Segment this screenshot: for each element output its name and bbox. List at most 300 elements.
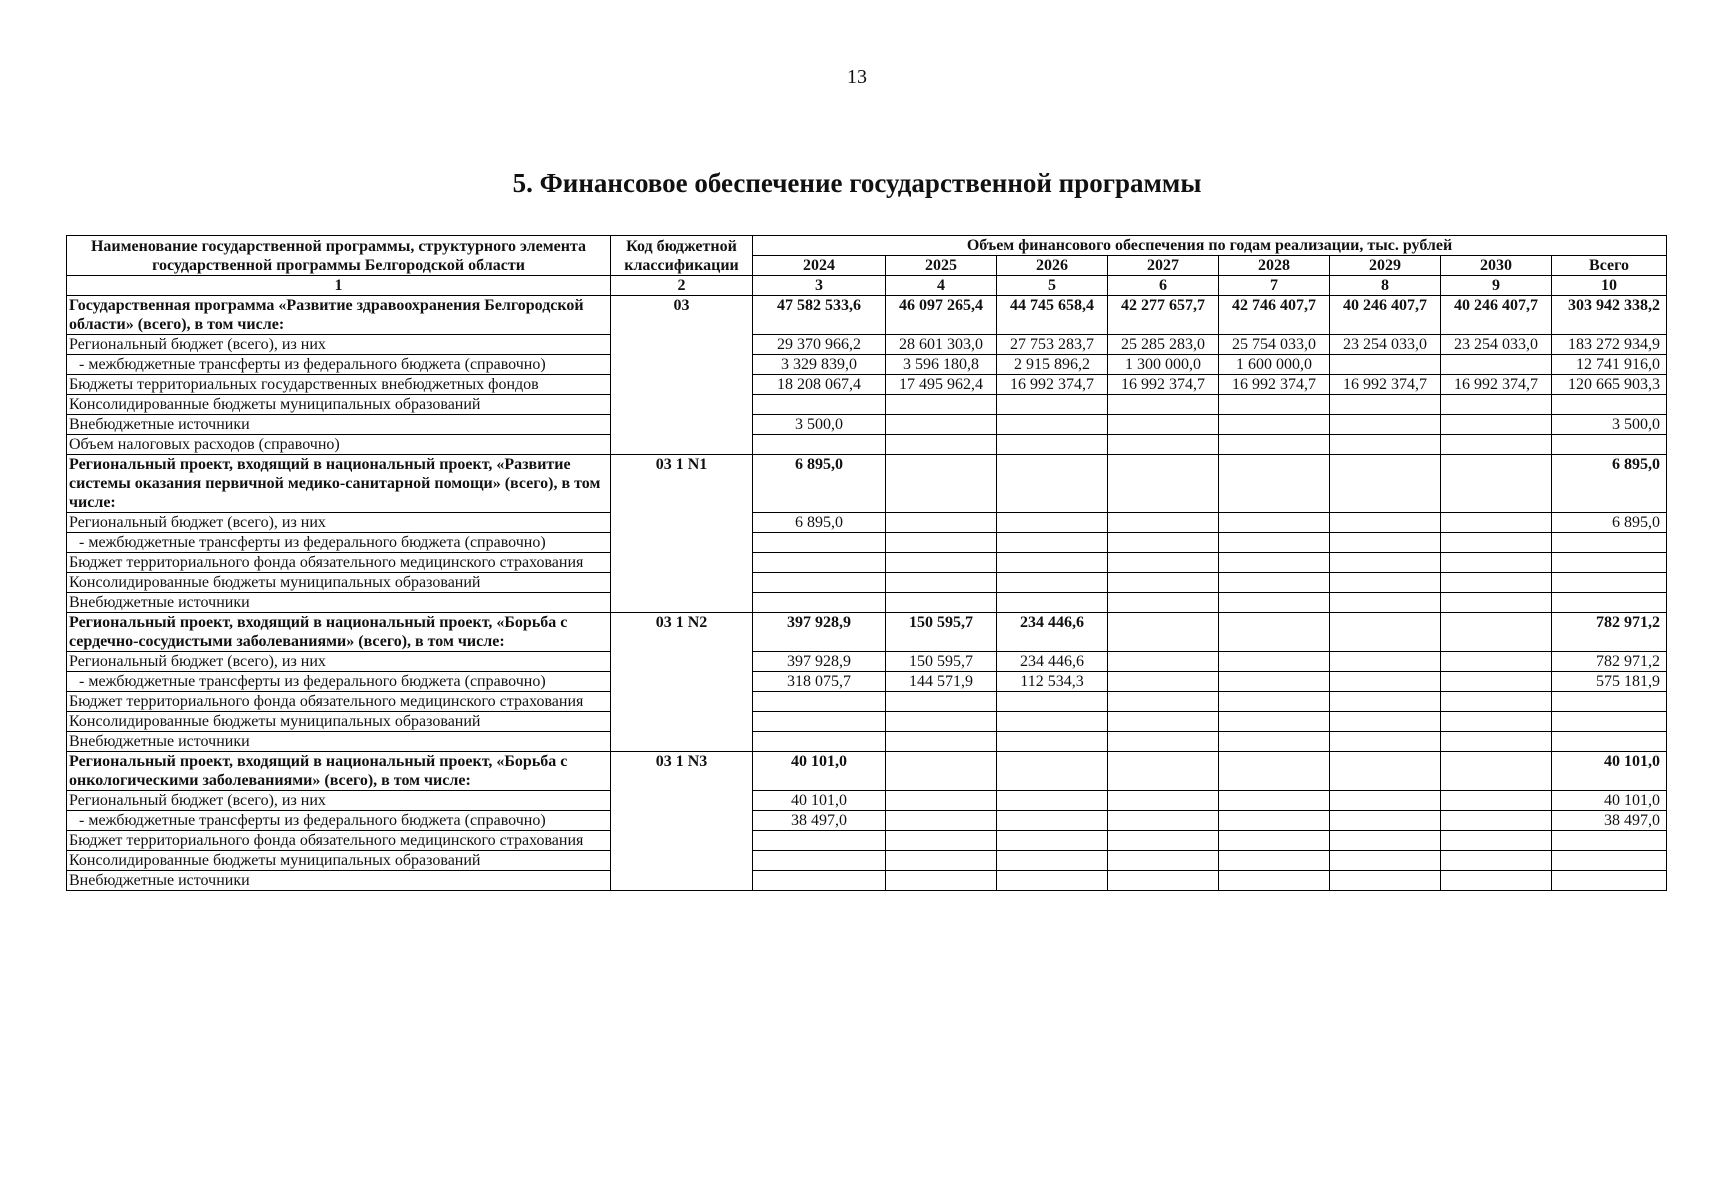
table-body bbox=[67, 296, 1667, 891]
value-cell bbox=[1330, 513, 1441, 533]
value-cell: 112 534,3 bbox=[997, 672, 1108, 692]
total-cell: 12 741 916,0 bbox=[1552, 355, 1667, 375]
total-cell bbox=[1552, 831, 1667, 851]
value-cell bbox=[1219, 752, 1330, 791]
value-cell: 23 254 033,0 bbox=[1330, 335, 1441, 355]
value-cell: 3 329 839,0 bbox=[753, 355, 886, 375]
value-cell: 40 246 407,7 bbox=[1330, 296, 1441, 335]
total-cell bbox=[1552, 871, 1667, 891]
value-cell bbox=[1441, 851, 1552, 871]
row-name: Региональный бюджет (всего), из них bbox=[69, 792, 326, 809]
value-cell bbox=[1330, 851, 1441, 871]
value-cell bbox=[886, 871, 997, 891]
value-cell bbox=[1441, 355, 1552, 375]
value-cell: 6 895,0 bbox=[753, 513, 886, 533]
value-cell: 46 097 265,4 bbox=[886, 296, 997, 335]
table-row bbox=[67, 692, 1667, 712]
value-cell bbox=[997, 871, 1108, 891]
row-name-cell bbox=[67, 375, 611, 395]
budget-code: 03 1 N1 bbox=[611, 455, 753, 613]
row-name: Региональный проект, входящий в национальный проект, «Борьба с онкологическими заболеваниями» (всего), в том числе: bbox=[69, 753, 568, 789]
value-cell bbox=[1441, 513, 1552, 533]
value-cell: 42 277 657,7 bbox=[1108, 296, 1219, 335]
row-name-cell bbox=[67, 415, 611, 435]
value-cell bbox=[997, 831, 1108, 851]
value-cell bbox=[1330, 355, 1441, 375]
column-number: 3 bbox=[753, 276, 886, 296]
value-cell bbox=[753, 692, 886, 712]
total-cell bbox=[1552, 533, 1667, 553]
column-number: 4 bbox=[886, 276, 997, 296]
value-cell: 3 596 180,8 bbox=[886, 355, 997, 375]
value-cell: 18 208 067,4 bbox=[753, 375, 886, 395]
value-cell bbox=[886, 851, 997, 871]
value-cell: 17 495 962,4 bbox=[886, 375, 997, 395]
row-name: - межбюджетные трансферты из федерального бюджета (справочно) bbox=[79, 673, 546, 690]
budget-code: 03 1 N2 bbox=[611, 613, 753, 752]
value-cell bbox=[1330, 533, 1441, 553]
value-cell bbox=[1330, 791, 1441, 811]
value-cell bbox=[886, 732, 997, 752]
value-cell bbox=[753, 732, 886, 752]
value-cell bbox=[886, 791, 997, 811]
value-cell: 23 254 033,0 bbox=[1441, 335, 1552, 355]
row-name: Внебюджетные источники bbox=[69, 733, 250, 750]
table-row bbox=[67, 831, 1667, 851]
column-number: 8 bbox=[1330, 276, 1441, 296]
value-cell bbox=[1108, 513, 1219, 533]
row-name: - межбюджетные трансферты из федерального бюджета (справочно) bbox=[79, 356, 546, 373]
value-cell bbox=[997, 573, 1108, 593]
value-cell bbox=[886, 435, 997, 455]
value-cell bbox=[753, 851, 886, 871]
column-number: 1 bbox=[67, 276, 611, 296]
value-cell: 1 300 000,0 bbox=[1108, 355, 1219, 375]
value-cell bbox=[1108, 573, 1219, 593]
value-cell bbox=[1441, 811, 1552, 831]
value-cell bbox=[1108, 831, 1219, 851]
value-cell bbox=[1219, 732, 1330, 752]
value-cell: 150 595,7 bbox=[886, 613, 997, 652]
value-cell bbox=[1441, 831, 1552, 851]
value-cell bbox=[997, 455, 1108, 513]
value-cell bbox=[1330, 811, 1441, 831]
total-cell: 183 272 934,9 bbox=[1552, 335, 1667, 355]
section-title-cell bbox=[67, 752, 611, 791]
value-cell: 40 101,0 bbox=[753, 791, 886, 811]
row-name-cell bbox=[67, 533, 611, 553]
value-cell bbox=[997, 752, 1108, 791]
value-cell bbox=[886, 415, 997, 435]
value-cell bbox=[753, 712, 886, 732]
value-cell bbox=[1219, 652, 1330, 672]
row-name: Внебюджетные источники bbox=[69, 416, 250, 433]
value-cell: 2 915 896,2 bbox=[997, 355, 1108, 375]
value-cell bbox=[1219, 672, 1330, 692]
value-cell: 16 992 374,7 bbox=[1330, 375, 1441, 395]
value-cell: 318 075,7 bbox=[753, 672, 886, 692]
value-cell bbox=[1330, 652, 1441, 672]
value-cell: 16 992 374,7 bbox=[1108, 375, 1219, 395]
total-cell bbox=[1552, 593, 1667, 613]
value-cell bbox=[1441, 395, 1552, 415]
value-cell bbox=[886, 513, 997, 533]
value-cell bbox=[1108, 851, 1219, 871]
column-number: 2 bbox=[611, 276, 753, 296]
value-cell bbox=[1330, 435, 1441, 455]
value-cell bbox=[997, 851, 1108, 871]
row-name: Консолидированные бюджеты муниципальных образований bbox=[69, 574, 481, 591]
value-cell bbox=[753, 831, 886, 851]
total-cell bbox=[1552, 395, 1667, 415]
value-cell bbox=[1108, 811, 1219, 831]
value-cell bbox=[1108, 791, 1219, 811]
value-cell bbox=[1330, 613, 1441, 652]
row-name-cell bbox=[67, 732, 611, 752]
value-cell bbox=[1219, 871, 1330, 891]
row-name: Консолидированные бюджеты муниципальных образований bbox=[69, 713, 481, 730]
value-cell bbox=[886, 831, 997, 851]
value-cell: 16 992 374,7 bbox=[1219, 375, 1330, 395]
total-cell bbox=[1552, 712, 1667, 732]
row-name-cell bbox=[67, 831, 611, 851]
value-cell bbox=[886, 573, 997, 593]
value-cell bbox=[1108, 732, 1219, 752]
value-cell bbox=[1108, 415, 1219, 435]
value-cell bbox=[1441, 652, 1552, 672]
total-cell: 38 497,0 bbox=[1552, 811, 1667, 831]
column-number: 10 bbox=[1552, 276, 1667, 296]
row-name: Внебюджетные источники bbox=[69, 594, 250, 611]
row-name-cell bbox=[67, 652, 611, 672]
total-cell bbox=[1552, 435, 1667, 455]
value-cell bbox=[1219, 533, 1330, 553]
value-cell bbox=[1219, 593, 1330, 613]
table-row bbox=[67, 851, 1667, 871]
value-cell bbox=[1441, 613, 1552, 652]
row-name-cell bbox=[67, 573, 611, 593]
table-row bbox=[67, 375, 1667, 395]
table-row bbox=[67, 752, 1667, 791]
table-row bbox=[67, 652, 1667, 672]
header-volume: Объем финансового обеспечения по годам реализации, тыс. рублей bbox=[753, 236, 1667, 256]
column-number: 6 bbox=[1108, 276, 1219, 296]
value-cell bbox=[1219, 395, 1330, 415]
table-row bbox=[67, 533, 1667, 553]
row-name-cell bbox=[67, 871, 611, 891]
value-cell bbox=[997, 533, 1108, 553]
row-name-cell bbox=[67, 593, 611, 613]
value-cell bbox=[1219, 851, 1330, 871]
row-name: Консолидированные бюджеты муниципальных образований bbox=[69, 852, 481, 869]
value-cell bbox=[1108, 652, 1219, 672]
value-cell bbox=[1330, 415, 1441, 435]
value-cell: 234 446,6 bbox=[997, 652, 1108, 672]
value-cell bbox=[1108, 593, 1219, 613]
value-cell bbox=[1441, 791, 1552, 811]
row-name-cell bbox=[67, 513, 611, 533]
row-name-cell bbox=[67, 553, 611, 573]
header-name: Наименование государственной программы, структурного элемента государственной программы Белгородской области bbox=[67, 236, 611, 276]
total-cell bbox=[1552, 851, 1667, 871]
value-cell bbox=[886, 712, 997, 732]
table-row bbox=[67, 791, 1667, 811]
value-cell bbox=[997, 811, 1108, 831]
value-cell bbox=[1441, 573, 1552, 593]
section-title-cell bbox=[67, 455, 611, 513]
column-number: 9 bbox=[1441, 276, 1552, 296]
value-cell bbox=[1219, 415, 1330, 435]
row-name: Бюджет территориального фонда обязательного медицинского страхования bbox=[69, 832, 584, 849]
value-cell bbox=[886, 593, 997, 613]
value-cell bbox=[997, 791, 1108, 811]
table-row bbox=[67, 455, 1667, 513]
table-row bbox=[67, 435, 1667, 455]
value-cell: 27 753 283,7 bbox=[997, 335, 1108, 355]
value-cell bbox=[1441, 692, 1552, 712]
row-name: - межбюджетные трансферты из федерального бюджета (справочно) bbox=[79, 812, 546, 829]
row-name: Региональный проект, входящий в национальный проект, «Борьба с сердечно-сосудистыми заболеваниями» (всего), в том числе: bbox=[69, 614, 568, 650]
value-cell bbox=[1330, 672, 1441, 692]
value-cell bbox=[1330, 692, 1441, 712]
row-name-cell bbox=[67, 791, 611, 811]
value-cell bbox=[753, 533, 886, 553]
header-year: 2024 bbox=[753, 256, 886, 276]
value-cell bbox=[1219, 692, 1330, 712]
row-name: Региональный проект, входящий в национальный проект, «Развитие системы оказания первичной медико-санитарной помощи» (всего), в том числе: bbox=[69, 456, 601, 511]
value-cell bbox=[1330, 752, 1441, 791]
header-year: 2026 bbox=[997, 256, 1108, 276]
total-cell bbox=[1552, 732, 1667, 752]
value-cell bbox=[1441, 553, 1552, 573]
value-cell: 16 992 374,7 bbox=[1441, 375, 1552, 395]
value-cell bbox=[753, 553, 886, 573]
value-cell bbox=[997, 513, 1108, 533]
value-cell: 38 497,0 bbox=[753, 811, 886, 831]
header-year: 2030 bbox=[1441, 256, 1552, 276]
total-cell: 782 971,2 bbox=[1552, 652, 1667, 672]
value-cell: 3 500,0 bbox=[753, 415, 886, 435]
value-cell bbox=[1108, 553, 1219, 573]
table-header bbox=[67, 236, 1667, 296]
row-name-cell bbox=[67, 435, 611, 455]
total-cell: 40 101,0 bbox=[1552, 752, 1667, 791]
value-cell bbox=[1441, 435, 1552, 455]
header-total: Всего bbox=[1552, 256, 1667, 276]
value-cell bbox=[1219, 613, 1330, 652]
value-cell bbox=[1219, 513, 1330, 533]
value-cell bbox=[1441, 415, 1552, 435]
value-cell: 29 370 966,2 bbox=[753, 335, 886, 355]
value-cell: 234 446,6 bbox=[997, 613, 1108, 652]
value-cell bbox=[886, 395, 997, 415]
value-cell: 6 895,0 bbox=[753, 455, 886, 513]
header-year: 2028 bbox=[1219, 256, 1330, 276]
header-year: 2027 bbox=[1108, 256, 1219, 276]
value-cell: 28 601 303,0 bbox=[886, 335, 997, 355]
table-row bbox=[67, 296, 1667, 335]
row-name-cell bbox=[67, 395, 611, 415]
header-year: 2029 bbox=[1330, 256, 1441, 276]
value-cell bbox=[886, 752, 997, 791]
value-cell bbox=[886, 811, 997, 831]
value-cell bbox=[1330, 732, 1441, 752]
page-number: 13 bbox=[847, 66, 867, 88]
value-cell bbox=[1330, 871, 1441, 891]
row-name-cell bbox=[67, 712, 611, 732]
document-title: 5. Финансовое обеспечение государственной программы bbox=[512, 168, 1202, 198]
value-cell bbox=[886, 533, 997, 553]
row-name: Объем налоговых расходов (справочно) bbox=[69, 436, 340, 453]
value-cell bbox=[1108, 712, 1219, 732]
value-cell bbox=[997, 692, 1108, 712]
value-cell bbox=[1219, 435, 1330, 455]
value-cell bbox=[1330, 455, 1441, 513]
value-cell bbox=[1330, 712, 1441, 732]
total-cell bbox=[1552, 553, 1667, 573]
value-cell: 397 928,9 bbox=[753, 652, 886, 672]
table-row bbox=[67, 732, 1667, 752]
value-cell bbox=[1219, 811, 1330, 831]
value-cell: 397 928,9 bbox=[753, 613, 886, 652]
value-cell bbox=[1108, 871, 1219, 891]
table-row bbox=[67, 415, 1667, 435]
value-cell bbox=[1330, 395, 1441, 415]
table-row bbox=[67, 613, 1667, 652]
value-cell: 16 992 374,7 bbox=[997, 375, 1108, 395]
value-cell bbox=[1441, 672, 1552, 692]
row-name: - межбюджетные трансферты из федерального бюджета (справочно) bbox=[79, 534, 546, 551]
table-row bbox=[67, 593, 1667, 613]
value-cell bbox=[1219, 791, 1330, 811]
row-name: Бюджеты территориальных государственных внебюджетных фондов bbox=[69, 376, 539, 393]
value-cell bbox=[753, 395, 886, 415]
value-cell bbox=[997, 712, 1108, 732]
value-cell bbox=[1108, 752, 1219, 791]
row-name: Региональный бюджет (всего), из них bbox=[69, 514, 326, 531]
value-cell bbox=[753, 593, 886, 613]
value-cell bbox=[1441, 732, 1552, 752]
row-name: Бюджет территориального фонда обязательного медицинского страхования bbox=[69, 693, 584, 710]
value-cell bbox=[997, 593, 1108, 613]
value-cell bbox=[1219, 831, 1330, 851]
value-cell bbox=[1330, 573, 1441, 593]
budget-code: 03 1 N3 bbox=[611, 752, 753, 891]
column-number: 5 bbox=[997, 276, 1108, 296]
row-name-cell bbox=[67, 672, 611, 692]
table-row bbox=[67, 355, 1667, 375]
row-name-cell bbox=[67, 851, 611, 871]
total-cell: 6 895,0 bbox=[1552, 455, 1667, 513]
value-cell bbox=[1219, 455, 1330, 513]
value-cell bbox=[1441, 455, 1552, 513]
table-row bbox=[67, 811, 1667, 831]
row-name: Консолидированные бюджеты муниципальных образований bbox=[69, 396, 481, 413]
row-name-cell bbox=[67, 355, 611, 375]
value-cell bbox=[997, 553, 1108, 573]
table-row bbox=[67, 672, 1667, 692]
value-cell bbox=[1441, 593, 1552, 613]
row-name-cell bbox=[67, 811, 611, 831]
financing-table bbox=[66, 235, 1667, 891]
table-row bbox=[67, 871, 1667, 891]
total-cell: 40 101,0 bbox=[1552, 791, 1667, 811]
section-title-cell bbox=[67, 296, 611, 335]
row-name: Бюджет территориального фонда обязательного медицинского страхования bbox=[69, 554, 584, 571]
table-row bbox=[67, 513, 1667, 533]
header-year: 2025 bbox=[886, 256, 997, 276]
value-cell bbox=[1330, 593, 1441, 613]
value-cell: 47 582 533,6 bbox=[753, 296, 886, 335]
value-cell bbox=[1441, 752, 1552, 791]
total-cell: 120 665 903,3 bbox=[1552, 375, 1667, 395]
value-cell bbox=[1330, 831, 1441, 851]
total-cell: 3 500,0 bbox=[1552, 415, 1667, 435]
value-cell bbox=[1108, 613, 1219, 652]
value-cell bbox=[1330, 553, 1441, 573]
value-cell: 40 101,0 bbox=[753, 752, 886, 791]
column-number: 7 bbox=[1219, 276, 1330, 296]
value-cell bbox=[997, 395, 1108, 415]
value-cell: 25 754 033,0 bbox=[1219, 335, 1330, 355]
value-cell bbox=[1108, 455, 1219, 513]
value-cell: 144 571,9 bbox=[886, 672, 997, 692]
value-cell bbox=[1441, 533, 1552, 553]
value-cell bbox=[1108, 435, 1219, 455]
value-cell: 1 600 000,0 bbox=[1219, 355, 1330, 375]
value-cell: 42 746 407,7 bbox=[1219, 296, 1330, 335]
value-cell bbox=[1219, 573, 1330, 593]
value-cell bbox=[886, 692, 997, 712]
header-code: Код бюджетной классификации bbox=[611, 236, 753, 276]
row-name-cell bbox=[67, 692, 611, 712]
value-cell bbox=[1108, 692, 1219, 712]
value-cell bbox=[997, 732, 1108, 752]
value-cell bbox=[1441, 871, 1552, 891]
row-name: Региональный бюджет (всего), из них bbox=[69, 336, 326, 353]
row-name-cell bbox=[67, 335, 611, 355]
value-cell bbox=[753, 435, 886, 455]
value-cell bbox=[1108, 672, 1219, 692]
table-row bbox=[67, 712, 1667, 732]
value-cell bbox=[1219, 553, 1330, 573]
table-row bbox=[67, 553, 1667, 573]
table-row bbox=[67, 335, 1667, 355]
table-row bbox=[67, 395, 1667, 415]
table-row bbox=[67, 573, 1667, 593]
total-cell bbox=[1552, 692, 1667, 712]
total-cell: 6 895,0 bbox=[1552, 513, 1667, 533]
value-cell bbox=[753, 871, 886, 891]
total-cell: 782 971,2 bbox=[1552, 613, 1667, 652]
value-cell: 25 285 283,0 bbox=[1108, 335, 1219, 355]
value-cell bbox=[886, 455, 997, 513]
value-cell bbox=[1441, 712, 1552, 732]
budget-code: 03 bbox=[611, 296, 753, 455]
value-cell bbox=[997, 415, 1108, 435]
value-cell: 40 246 407,7 bbox=[1441, 296, 1552, 335]
row-name: Внебюджетные источники bbox=[69, 872, 250, 889]
value-cell bbox=[886, 553, 997, 573]
value-cell: 150 595,7 bbox=[886, 652, 997, 672]
total-cell: 303 942 338,2 bbox=[1552, 296, 1667, 335]
row-name: Государственная программа «Развитие здравоохранения Белгородской области» (всего), в том числе: bbox=[69, 297, 584, 333]
total-cell bbox=[1552, 573, 1667, 593]
section-title-cell bbox=[67, 613, 611, 652]
value-cell bbox=[997, 435, 1108, 455]
value-cell bbox=[1219, 712, 1330, 732]
total-cell: 575 181,9 bbox=[1552, 672, 1667, 692]
